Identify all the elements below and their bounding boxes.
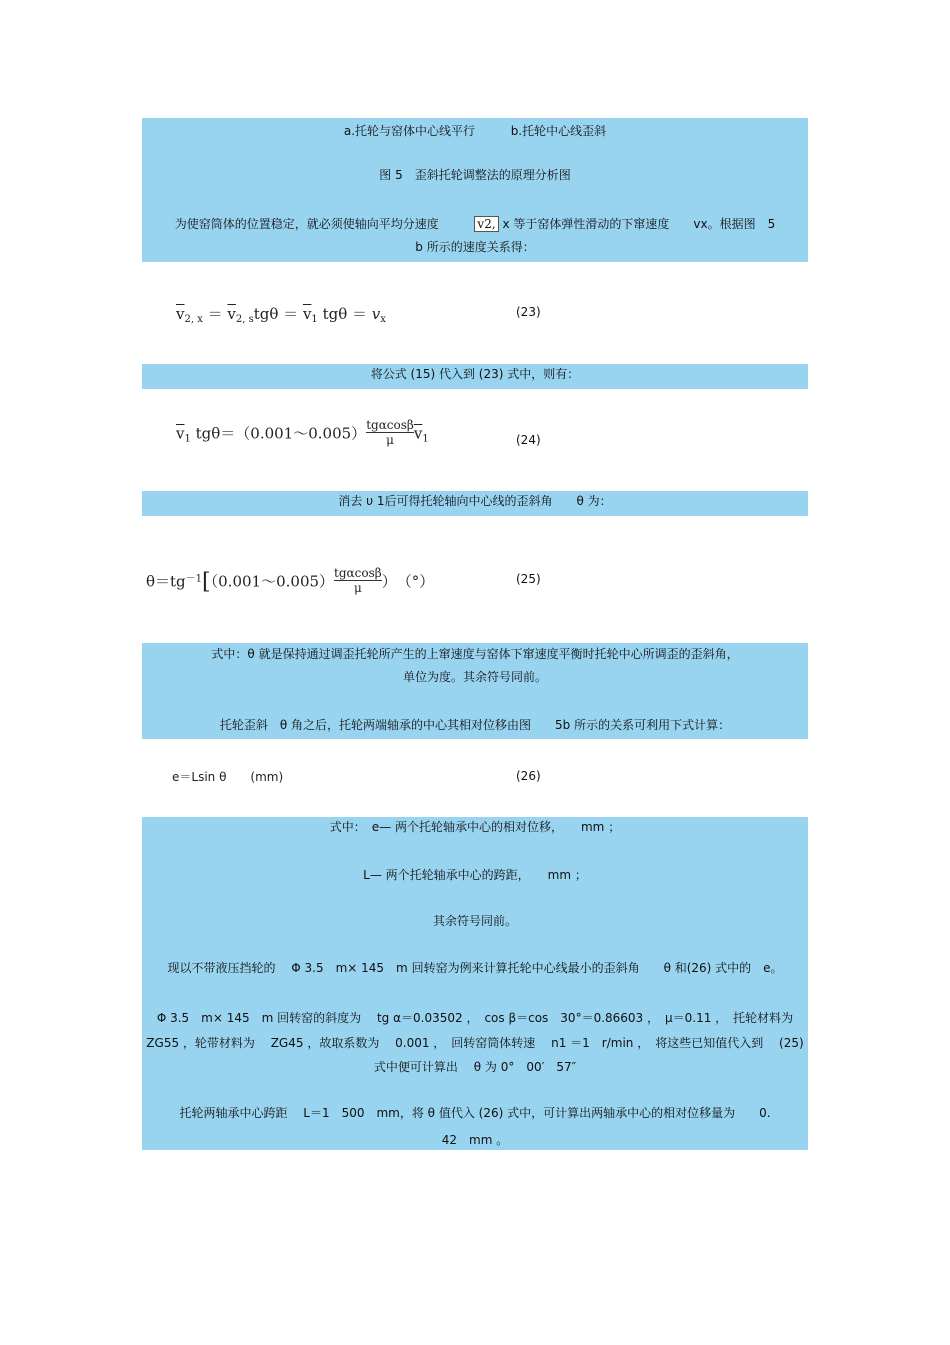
example-params-line1: Φ 3.5 m× 145 m 回转窑的斜度为 tg α＝0.03502 ， cos β＝cos 30°＝0.86603 ， μ＝0.11 ， 托轮材料为 <box>156 1011 794 1025</box>
paragraph-velocity-line1: 为使窑筒体的位置稳定，就必须使轴向平均分速度 v2, x 等于窑体弹性滑动的下窜速度 vx。根据图 5 <box>174 217 776 231</box>
equation-24-number: (24) <box>516 433 541 447</box>
explanation-line2: 单位为度。其余符号同前。 <box>402 670 547 684</box>
equation-24: $\overline{v}_1$ tgθ＝（0.001～0.005） $\frac{\text{tgαcosβ}}{\mu}$ $\overline{v}_1$ <box>176 418 429 447</box>
example-params-line2: ZG55 ，轮带材料为 ZG45 ，故取系数为 0.001 ， 回转窑筒体转速 n1 ＝1 r/min ， 将这些已知值代入到 (25) <box>146 1036 804 1050</box>
symbol-L: L— 两个托轮轴承中心的跨距， mm ； <box>363 868 587 882</box>
explanation-block <box>142 643 808 739</box>
equation-23: $\overline{v}_{2, x} = \overline{v}_{2, s}tg\theta = \overline{v}_1$ $tg\theta = v_x$ <box>176 305 386 325</box>
figure-title: 图 5 歪斜托轮调整法的原理分析图 <box>379 168 571 182</box>
substitution-block <box>142 364 808 389</box>
caption-a: a.托轮与窑体中心线平行 <box>343 124 476 138</box>
substitution-text: 将公式 (15) 代入到 (23) 式中，则有： <box>370 367 580 381</box>
equation-25-number: (25) <box>516 572 541 586</box>
figure-caption-block <box>142 118 808 262</box>
paragraph-velocity-line2: b 所示的速度关系得： <box>415 240 535 254</box>
equation-25: $\theta=tg^{-1}[(0.001\sim 0.005)$ $\frac{\text{tgαcosβ}}{\mu}$ ） （°） <box>146 566 435 595</box>
result-line2: 42 mm 。 <box>441 1133 509 1147</box>
explanation-line3: 托轮歪斜 θ 角之后，托轮两端轴承的中心其相对位移由图 5b 所示的关系可利用下式计算： <box>219 718 731 732</box>
fraction-24: $\frac{\text{tgαcosβ}}{\mu}$ <box>366 418 414 447</box>
equation-26: e＝Lsin θ (mm) <box>172 770 284 784</box>
figure-subcaptions <box>142 124 808 138</box>
symbol-e: 式中： e— 两个托轮轴承中心的相对位移， mm ； <box>329 820 621 834</box>
example-params-line3: 式中便可计算出 θ 为 0° 00′ 57″ <box>373 1060 577 1074</box>
inline-symbol-v2: v2, <box>474 216 498 232</box>
eliminate-text: 消去 υ 1后可得托轮轴向中心线的歪斜角 θ 为： <box>338 494 612 508</box>
equation-26-number: (26) <box>516 769 541 783</box>
explanation-line1: 式中：θ 就是保持通过调歪托轮所产生的上窜速度与窑体下窜速度平衡时托轮中心所调歪的歪斜角， <box>211 647 739 661</box>
caption-b: b.托轮中心线歪斜 <box>510 124 607 138</box>
equation-23-number: (23) <box>516 305 541 319</box>
example-intro: 现以不带液压挡轮的 Φ 3.5 m× 145 m 回转窑为例来计算托轮中心线最小的歪斜角 θ 和(26) 式中的 e。 <box>167 961 783 975</box>
result-line1: 托轮两轴承中心跨距 L＝1 500 mm，将 θ 值代入 (26) 式中，可计算出两轴承中心的相对位移量为 0. <box>179 1106 771 1120</box>
calculation-block <box>142 817 808 1150</box>
symbol-rest: 其余符号同前。 <box>432 914 517 928</box>
eliminate-block <box>142 491 808 516</box>
fraction-25: $\frac{\text{tgαcosβ}}{\mu}$ <box>334 566 382 595</box>
